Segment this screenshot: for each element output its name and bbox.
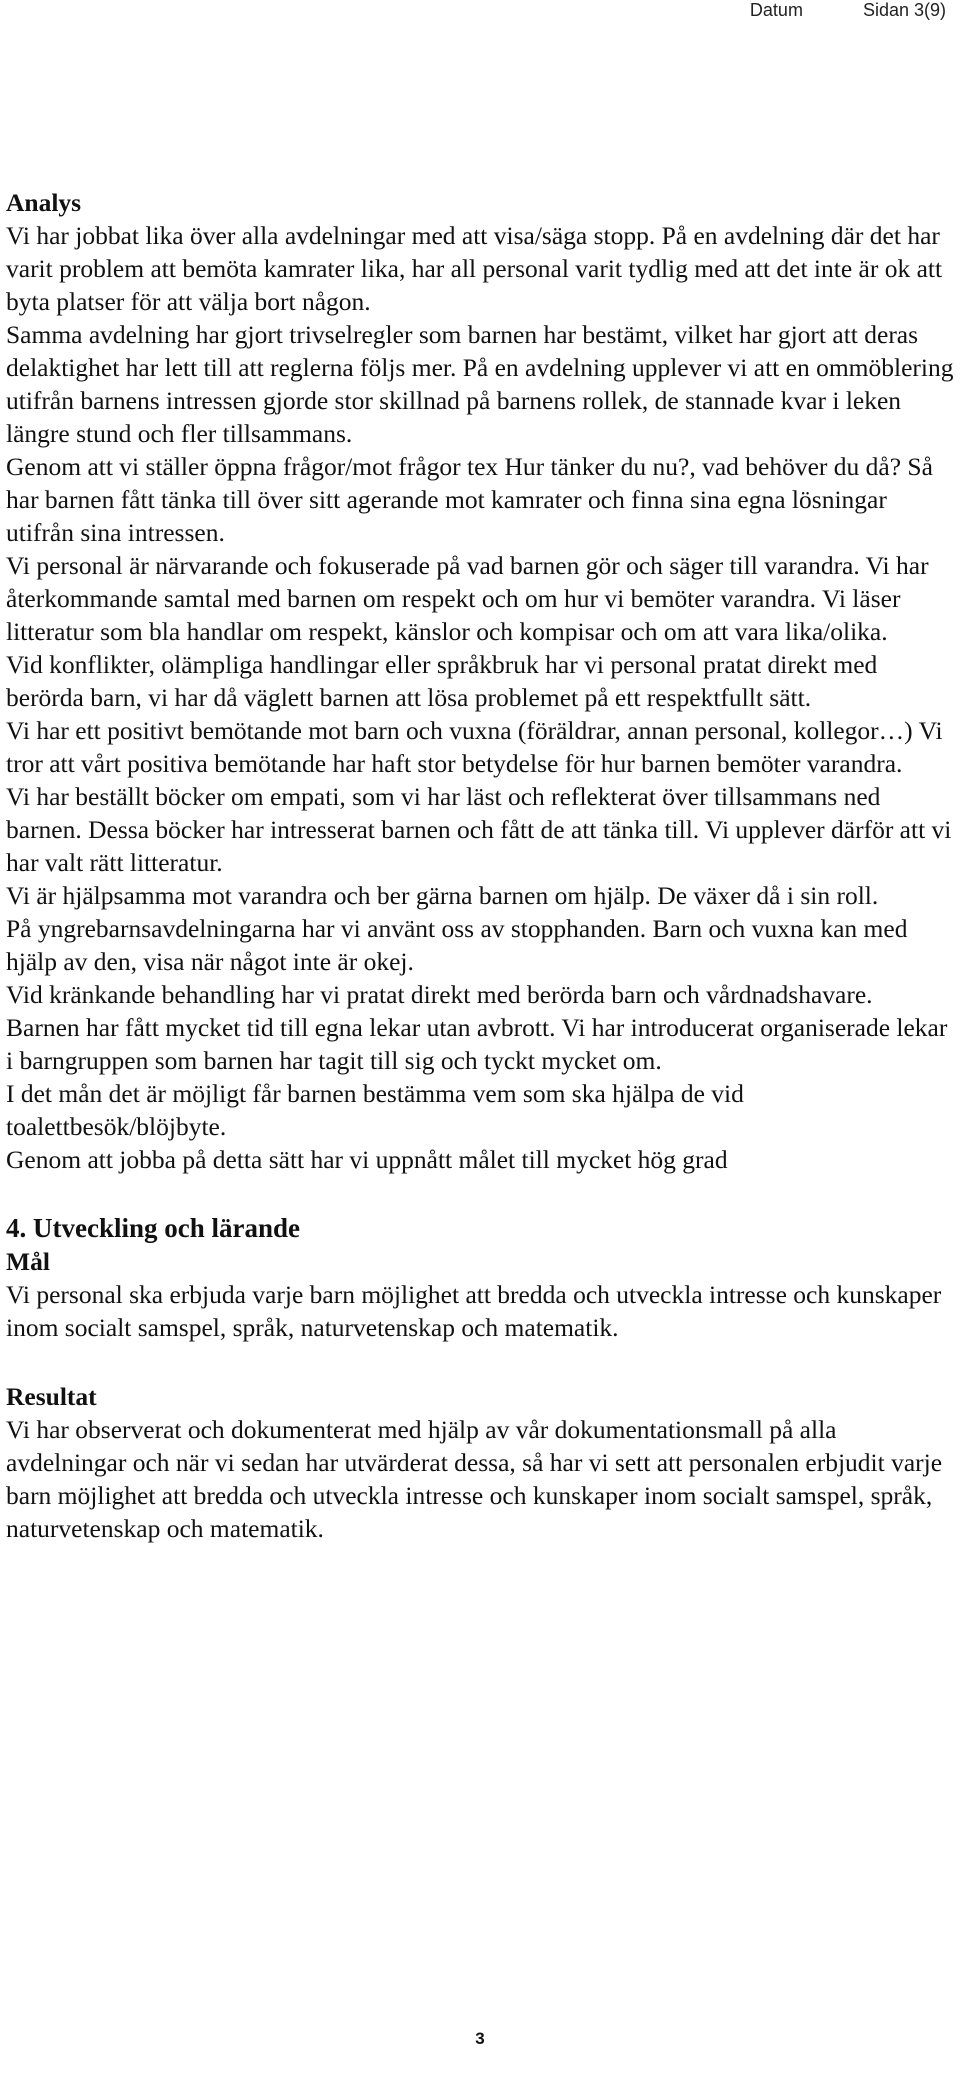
header-page-label: Sidan 3(9) xyxy=(862,0,946,20)
analys-paragraph: Vi är hjälpsamma mot varandra och ber gärna barnen om hjälp. De växer då i sin roll. xyxy=(6,881,879,910)
analys-paragraph: Genom att vi ställer öppna frågor/mot frågor tex Hur tänker du nu?, vad behöver du då? Så har barnen fått tänka till över sitt agerande mot kamrater och finna sina egna lösningar utifrån sina intressen. xyxy=(6,452,933,547)
resultat-heading: Resultat xyxy=(6,1382,97,1411)
analys-paragraph: Vi har beställt böcker om empati, som vi har läst och reflekterat över tillsammans ned barnen. Dessa böcker har intresserat barnen och fått de att tänka till. Vi upplever därför att vi har valt rätt litteratur. xyxy=(6,782,952,877)
mal-heading: Mål xyxy=(6,1247,50,1276)
analys-paragraph: På yngrebarnsavdelningarna har vi använt oss av stopphanden. Barn och vuxna kan med hjälp av den, visa när något inte är okej. xyxy=(6,914,908,976)
analys-paragraph: Vi har jobbat lika över alla avdelningar med att visa/säga stopp. På en avdelning där det har varit problem att bemöta kamrater lika, har all personal varit tydlig med att det inte är ok att byta platser för att välja bort någon. xyxy=(6,221,943,316)
document-body xyxy=(6,186,954,1545)
analys-paragraph: Samma avdelning har gjort trivselregler som barnen har bestämt, vilket har gjort att deras delaktighet har lett till att reglerna följs mer. På en avdelning upplever vi att en ommöblering utifrån barnens intressen gjorde stor skillnad på barnens rollek, de stannade kvar i leken längre stund och fler tillsammans. xyxy=(6,320,954,448)
mal-text: Vi personal ska erbjuda varje barn möjlighet att bredda och utveckla intresse och kunskaper inom socialt samspel, språk, naturvetenskap och matematik. xyxy=(6,1280,942,1342)
analys-paragraph: Genom att jobba på detta sätt har vi uppnått målet till mycket hög grad xyxy=(6,1145,728,1174)
analys-paragraph: Vid konflikter, olämpliga handlingar eller språkbruk har vi personal pratat direkt med berörda barn, vi har då väglett barnen att lösa problemet på ett respektfullt sätt. xyxy=(6,650,878,712)
analys-paragraph: Vi har ett positivt bemötande mot barn och vuxna (föräldrar, annan personal, kollegor…) Vi tror att vårt positiva bemötande har haft stor betydelse för hur barnen bemöter varandra. xyxy=(6,716,943,778)
page-header xyxy=(750,0,946,20)
page-number: 3 xyxy=(475,2029,485,2048)
section-4-heading: 4. Utveckling och lärande xyxy=(6,1213,300,1243)
analys-paragraph: Barnen har fått mycket tid till egna lekar utan avbrott. Vi har introducerat organiserade lekar i barngruppen som barnen har tagit till sig och tyckt mycket om. xyxy=(6,1013,948,1075)
analys-paragraph: Vi personal är närvarande och fokuserade på vad barnen gör och säger till varandra. Vi har återkommande samtal med barnen om respekt och om hur vi bemöter varandra. Vi läser litteratur som bla handlar om respekt, känslor och kompisar och om att vara lika/olika. xyxy=(6,551,929,646)
analys-paragraph: Vid kränkande behandling har vi pratat direkt med berörda barn och vårdnadshavare. xyxy=(6,980,873,1009)
header-date-label: Datum xyxy=(749,0,803,20)
resultat-text: Vi har observerat och dokumenterat med hjälp av vår dokumentationsmall på alla avdelningar och när vi sedan har utvärderat dessa, så har vi sett att personalen erbjudit varje barn möjlighet att bredda och utveckla intresse och kunskaper inom socialt samspel, språk, naturvetenskap och matematik. xyxy=(6,1415,943,1543)
analys-heading: Analys xyxy=(6,188,82,217)
analys-paragraph: I det mån det är möjligt får barnen bestämma vem som ska hjälpa de vid toalettbesök/blöjbyte. xyxy=(6,1079,744,1141)
